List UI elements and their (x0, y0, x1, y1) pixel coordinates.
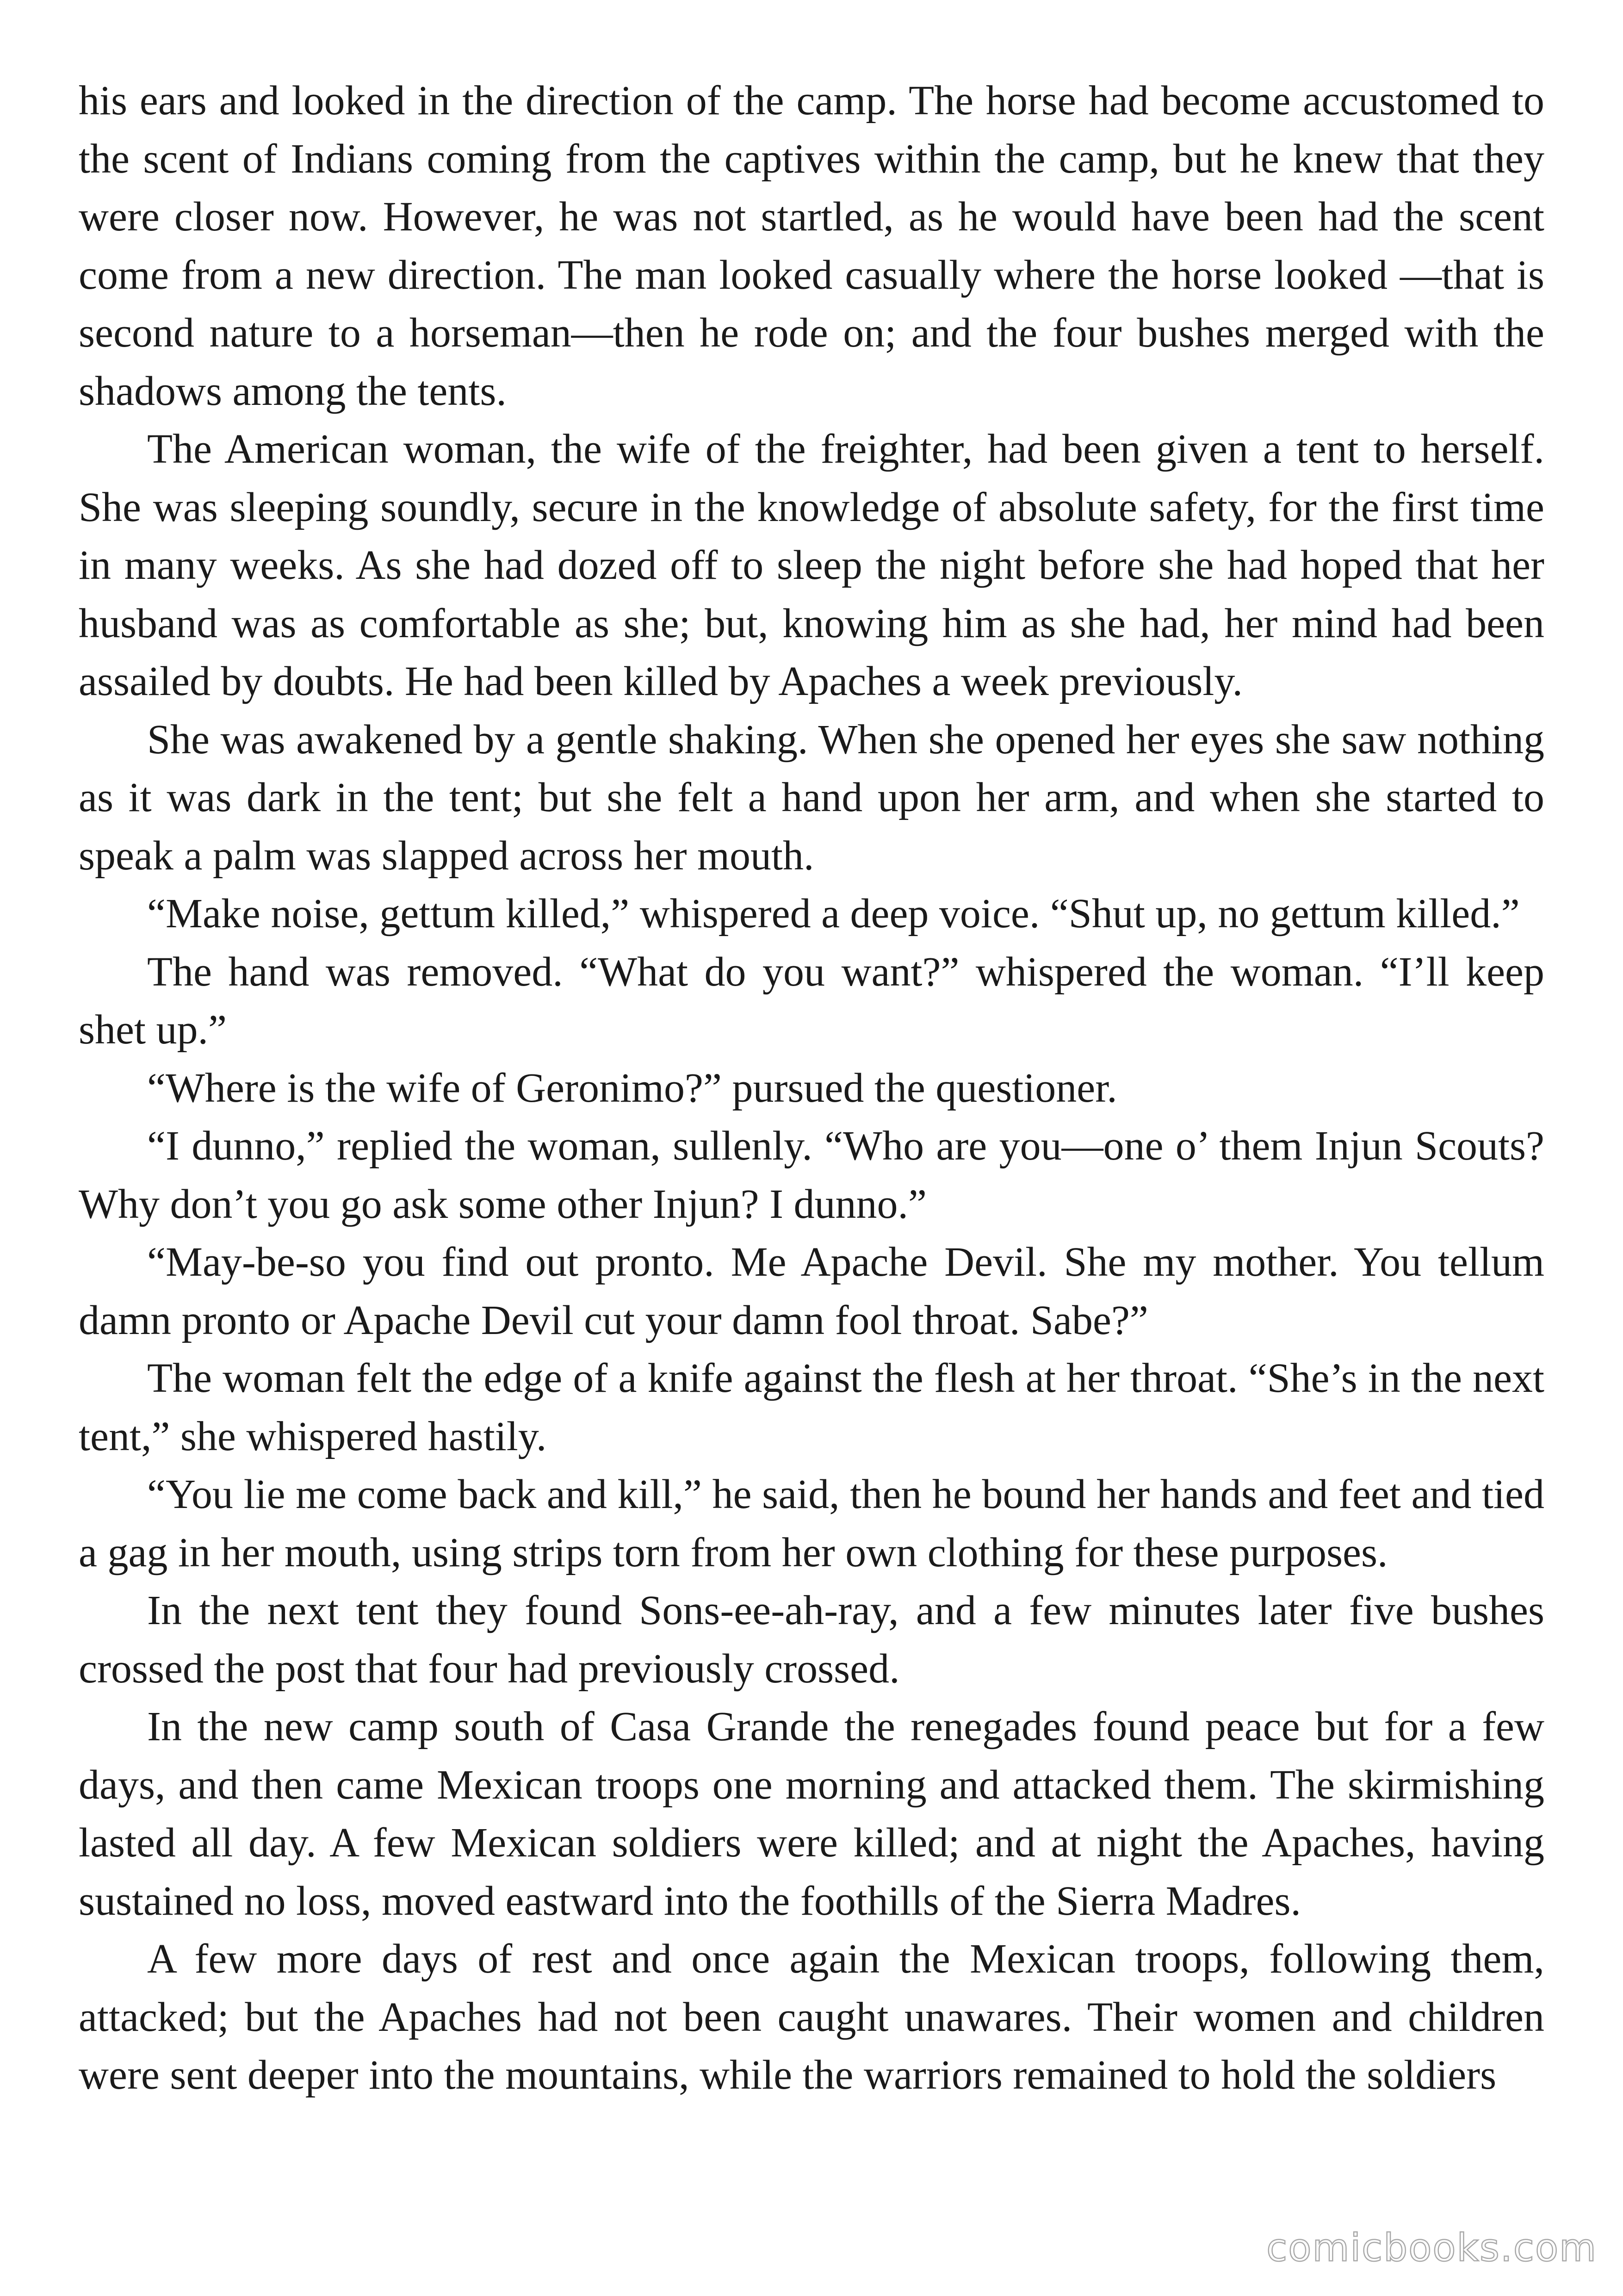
paragraph-6: “Where is the wife of Geronimo?” pursued the questioner. (147, 1065, 1117, 1111)
watermark-logo: comicbooks.com (1266, 2226, 1597, 2270)
paragraph-12: In the new camp south of Casa Grande the renegades found peace but for a few days, and then came Mexican troops one morning and attacked them. The skirmishing lasted all day. A few Mexican soldiers were killed; and at night the Apaches, having sustained no loss, moved eastward into the foothills of the Sierra Madres. (79, 1704, 1544, 1924)
paragraph-2: The American woman, the wife of the freighter, had been given a tent to herself. She was sleeping soundly, secure in the knowledge of absolute safety, for the first time in many weeks. As she had dozed off to sleep the night before she had hoped that her husband was as comfortable as she; but, knowing him as she had, her mind had been assailed by doubts. He had been killed by Apaches a week previously. (79, 426, 1544, 704)
paragraph-1: his ears and looked in the direction of the camp. The horse had become accustomed to the scent of Indians coming from the captives within the camp, but he knew that they were closer now. However, he was not startled, as he would have been had the scent come from a new direction. The man looked casually where the horse looked —that is second nature to a horseman—then he rode on; and the four bushes merged with the shadows among the tents. (79, 78, 1544, 414)
paragraph-8: “May-be-so you find out pronto. Me Apache Devil. She my mother. You tellum damn pronto or Apache Devil cut your damn fool throat. Sabe?” (79, 1239, 1544, 1343)
paragraph-5: The hand was removed. “What do you want?” whispered the woman. “I’ll keep shet up.” (79, 949, 1544, 1053)
paragraph-10: “You lie me come back and kill,” he said, then he bound her hands and feet and tied a gag in her mouth, using strips torn from her own clothing for these purposes. (79, 1471, 1544, 1576)
paragraph-3: She was awakened by a gentle shaking. When she opened her eyes she saw nothing as it was dark in the tent; but she felt a hand upon her arm, and when she started to speak a palm was slapped across her mouth. (79, 716, 1544, 879)
paragraph-11: In the next tent they found Sons-ee-ah-ray, and a few minutes later five bushes crossed the post that four had previously crossed. (79, 1588, 1544, 1692)
paragraph-4: “Make noise, gettum killed,” whispered a deep voice. “Shut up, no gettum killed.” (147, 891, 1520, 937)
page-body (79, 72, 1544, 2104)
paragraph-9: The woman felt the edge of a knife against the flesh at her throat. “She’s in the next tent,” she whispered hastily. (79, 1355, 1544, 1459)
paragraph-13: A few more days of rest and once again the Mexican troops, following them, attacked; but the Apaches had not been caught unawares. Their women and children were sent deeper into the mountains, while the warriors remained to hold the soldiers (79, 1936, 1544, 2098)
paragraph-7: “I dunno,” replied the woman, sullenly. “Who are you—one o’ them Injun Scouts? Why don’t you go ask some other Injun? I dunno.” (79, 1123, 1544, 1227)
